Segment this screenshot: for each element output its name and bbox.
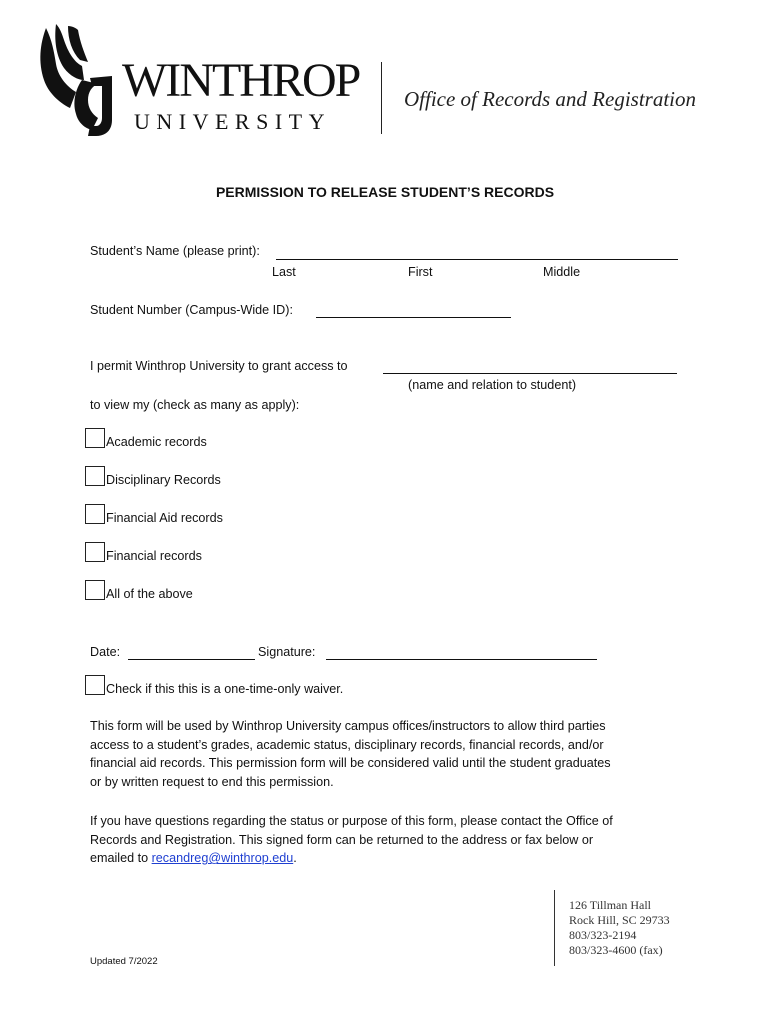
info-line: This form will be used by Winthrop University campus offices/instructors to allow third parties: [90, 719, 606, 733]
address-fax: 803/323-4600 (fax): [569, 943, 663, 957]
one-time-waiver-checkbox[interactable]: [85, 675, 105, 695]
address-street: 126 Tillman Hall: [569, 898, 652, 912]
address-divider: [554, 890, 555, 966]
contact-line-email: [90, 849, 690, 868]
winthrop-eagle-logo: [36, 22, 116, 138]
academic-records-checkbox[interactable]: [85, 428, 105, 448]
name-sub-last: Last: [272, 265, 296, 279]
name-sub-first: First: [408, 265, 433, 279]
info-paragraph: [90, 717, 690, 791]
contact-line: Records and Registration. This signed form can be returned to the address or fax below or: [90, 832, 594, 847]
header-divider: [381, 62, 382, 134]
student-name-field[interactable]: [276, 259, 678, 260]
recipient-field[interactable]: [383, 373, 677, 374]
student-number-field[interactable]: [316, 317, 511, 318]
form-title: PERMISSION TO RELEASE STUDENT’S RECORDS: [215, 184, 555, 200]
signature-field[interactable]: [326, 659, 597, 660]
email-link[interactable]: recandreg@winthrop.edu: [151, 851, 294, 866]
info-line: or by written request to end this permission.: [90, 774, 334, 789]
disciplinary-records-label: Disciplinary Records: [106, 473, 221, 487]
financial-records-checkbox[interactable]: [85, 542, 105, 562]
logo-university: UNIVERSITY: [134, 109, 331, 134]
one-time-waiver-label: Check if this this is a one-time-only waiver.: [106, 682, 344, 696]
permit-label: I permit Winthrop University to grant access to: [90, 359, 348, 373]
name-sub-middle: Middle: [543, 265, 581, 279]
date-field[interactable]: [128, 659, 255, 660]
logo-wordmark: WINTHROP: [122, 54, 360, 107]
office-name: Office of Records and Registration: [404, 87, 697, 111]
financial-aid-records-checkbox[interactable]: [85, 504, 105, 524]
all-of-the-above-label: All of the above: [106, 587, 193, 601]
contact-paragraph: [90, 812, 690, 868]
info-line: access to a student’s grades, academic status, disciplinary records, financial records, and/or: [90, 737, 604, 752]
financial-records-label: Financial records: [106, 549, 202, 563]
all-of-the-above-checkbox[interactable]: [85, 580, 105, 600]
student-number-label: Student Number (Campus-Wide ID):: [90, 303, 293, 317]
academic-records-label: Academic records: [106, 435, 207, 449]
email-prefix: emailed to: [90, 851, 152, 866]
updated-date: Updated 7/2022: [90, 956, 158, 967]
info-line: financial aid records. This permission form will be considered valid until the student graduates: [90, 756, 611, 771]
recipient-sub-label: (name and relation to student): [408, 378, 577, 392]
date-label: Date:: [90, 645, 121, 659]
signature-label: Signature:: [258, 645, 316, 659]
disciplinary-records-checkbox[interactable]: [85, 466, 105, 486]
view-label: to view my (check as many as apply):: [90, 398, 300, 412]
address-city: Rock Hill, SC 29733: [569, 913, 670, 927]
contact-line: If you have questions regarding the status or purpose of this form, please contact the Office of: [90, 814, 613, 828]
financial-aid-records-label: Financial Aid records: [106, 511, 223, 525]
email-suffix: .: [293, 851, 297, 866]
address-phone: 803/323-2194: [569, 928, 637, 942]
student-name-label: Student’s Name (please print):: [90, 244, 260, 258]
